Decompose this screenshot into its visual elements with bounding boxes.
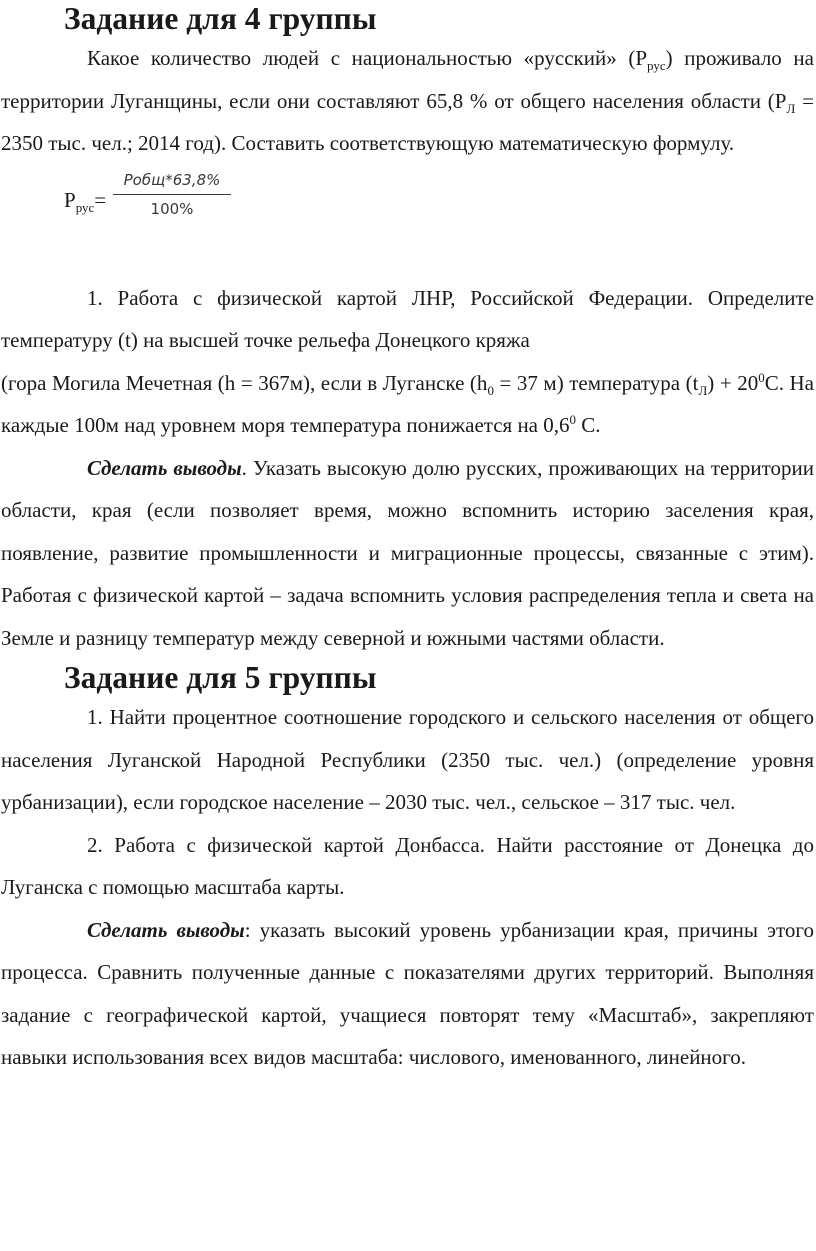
group4-task-mid: ) проживало на территории Луганщины, если они составляют 65,8 % от общего населения области (Р xyxy=(1,46,814,113)
group5-conclusion-lead: Сделать выводы xyxy=(87,917,245,942)
item1-text-e: С. На каждые 100м над уровнем моря температура понижается на 0,6 xyxy=(1,370,814,437)
group4-heading: Задание для 4 группы xyxy=(64,1,377,36)
group4-conclusion-text: . Указать высокую долю русских, проживающих на территории области, края (если позволяет время, можно вспомнить историю заселения края, появление, развитие промышленности и миграционные процессы, связанные с этим). Работая с физической картой – задача вспомнить условия распределения тепла и света на Земле и разницу температур между северной и южными частями области. xyxy=(1,455,814,650)
group5-conclusion-text: : указать высокий уровень урбанизации края, причины этого процесса. Сравнить полученные данные с показателями других территорий. Выполняя задание с географической картой, учащиеся повторят тему «Масштаб», закрепляют навыки использования всех видов масштаба: числового, именованного, линейного. xyxy=(1,917,814,1069)
formula-fraction xyxy=(113,169,231,219)
group4-task-sub-l: Л xyxy=(786,100,796,116)
formula-lhs-sub: рус xyxy=(75,199,95,215)
item1-sup-degree-2: 0 xyxy=(569,412,577,427)
group5-item2: 2. Работа с физической картой Донбасса. Найти расстояние от Донецка до Луганска с помощью масштаба карты. xyxy=(1,832,814,899)
group4-task-end: = 2350 тыс. чел.; 2014 год). Составить соответствующую математическую формулу. xyxy=(1,88,814,155)
group5-heading: Задание для 5 группы xyxy=(64,660,377,695)
formula-lhs xyxy=(64,185,106,215)
group4-item1-part-a: 1. Работа с физической картой ЛНР, Российской Федерации. Определите температуру (t) на высшей точке рельефа Донецкого кряжа xyxy=(1,285,814,352)
formula xyxy=(1,165,814,251)
item1-text-f: С. xyxy=(576,413,601,437)
formula-equals: = xyxy=(94,187,107,212)
group4-conclusion xyxy=(1,447,814,660)
group4-item1-part-b xyxy=(1,362,814,447)
group4-conclusion-lead: Сделать выводы xyxy=(87,455,242,480)
formula-denominator: 100% xyxy=(150,199,194,218)
item1-text-d: ) + 20 xyxy=(707,370,759,395)
spacer xyxy=(1,251,814,277)
item1-text-b: (гора Могила Мечетная (h = 367м), если в Луганске (h xyxy=(1,370,488,395)
formula-numerator: Робщ*63,8% xyxy=(123,170,221,189)
item1-sub-tl: Л xyxy=(698,382,708,398)
item1-text-c: = 37 м) температура (t xyxy=(493,370,699,395)
group4-task-intro: Какое количество людей с национальностью «русский» (Р xyxy=(87,46,647,70)
group5-conclusion xyxy=(1,909,814,1079)
group5-item1: 1. Найти процентное соотношение городского и сельского населения от общего населения Луганской Народной Республики (2350 тыс. чел.) (определение уровня урбанизации), если городское население – 2030 тыс. чел., сельское – 317 тыс. чел. xyxy=(1,705,814,814)
group4-task xyxy=(1,37,814,165)
formula-lhs-symbol: Р xyxy=(64,187,76,212)
fraction-bar xyxy=(113,194,231,195)
item1-sup-degree-1: 0 xyxy=(758,369,765,385)
item1-sub-h0: 0 xyxy=(487,382,494,398)
group4-task-sub-rus: рус xyxy=(647,58,666,74)
